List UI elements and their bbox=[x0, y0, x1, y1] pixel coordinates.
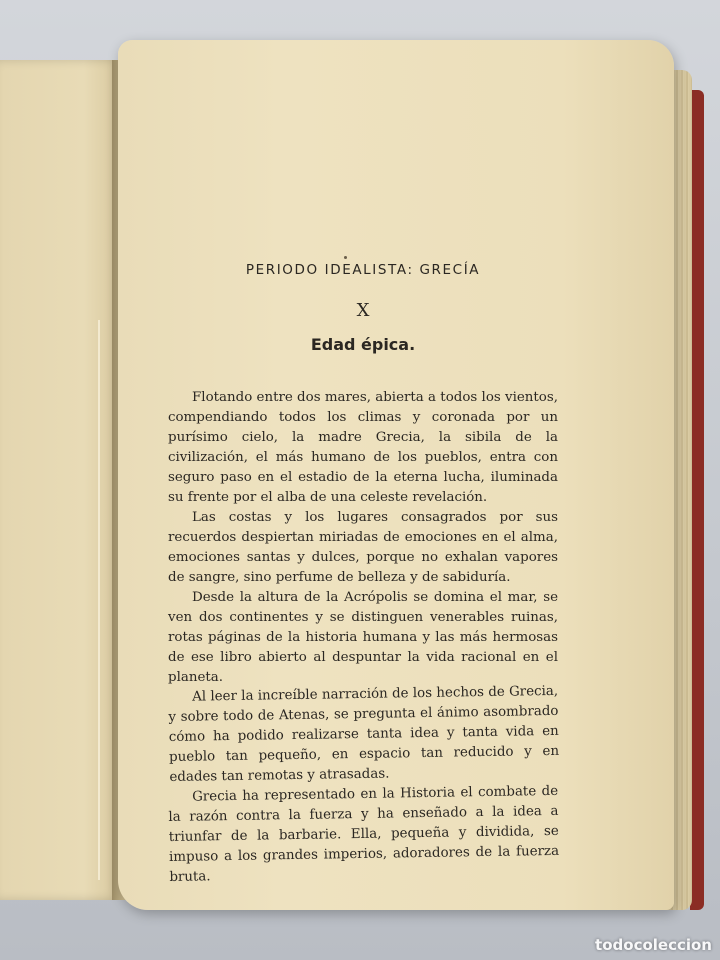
running-head: PERIODO IDEALISTA: GRECÍA bbox=[245, 262, 481, 278]
ink-dot bbox=[344, 256, 347, 259]
paragraph-4: Al leer la increíble narración de los hechos de Grecia, y sobre todo de Atenas, se pregunta el ánimo asombrado cómo ha podido realizarse tanta idea y tanta vida en pueblo tan pequeño, en espacio tan reducido y en edades tan remotas y atrasadas. bbox=[168, 683, 560, 785]
watermark-logo bbox=[595, 936, 712, 954]
watermark-text: todocoleccion bbox=[595, 936, 712, 954]
body-text bbox=[168, 388, 558, 888]
book-cover-edge bbox=[690, 90, 704, 910]
left-page bbox=[0, 60, 120, 900]
paragraph-1: Flotando entre dos mares, abierta a todos los vientos, compendiando todos los climas y coronada por un purísimo cielo, la madre Grecia, la sibila de la civilización, el más humano de los pueblos, entra con seguro paso en el estadio de la eterna lucha, iluminada su frente por el alba de una celeste revelación. bbox=[168, 390, 558, 505]
chapter-title: Edad épica. bbox=[310, 335, 416, 354]
paper-strip bbox=[98, 320, 100, 880]
paragraph-3: Desde la altura de la Acrópolis se domina el mar, se ven dos continentes y se distinguen venerables ruinas, rotas páginas de la historia humana y las más hermosas de ese libro abierto al despuntar la vida racional en el planeta. bbox=[168, 590, 558, 685]
chapter-number: X bbox=[356, 300, 370, 321]
page-text bbox=[168, 262, 558, 888]
paragraph-2: Las costas y los lugares consagrados por sus recuerdos despiertan miriadas de emociones en el alma, emociones santas y dulces, porque no exhalan vapores de sangre, sino perfume de belleza y de sabiduría. bbox=[168, 510, 558, 585]
paragraph-5: Grecia ha representado en la Historia el combate de la razón contra la fuerza y ha enseñado a la idea a triunfar de la barbarie. Ella, pequeña y dividida, se impuso a los grandes imperios, adoradores de la fuerza bruta. bbox=[168, 783, 560, 885]
